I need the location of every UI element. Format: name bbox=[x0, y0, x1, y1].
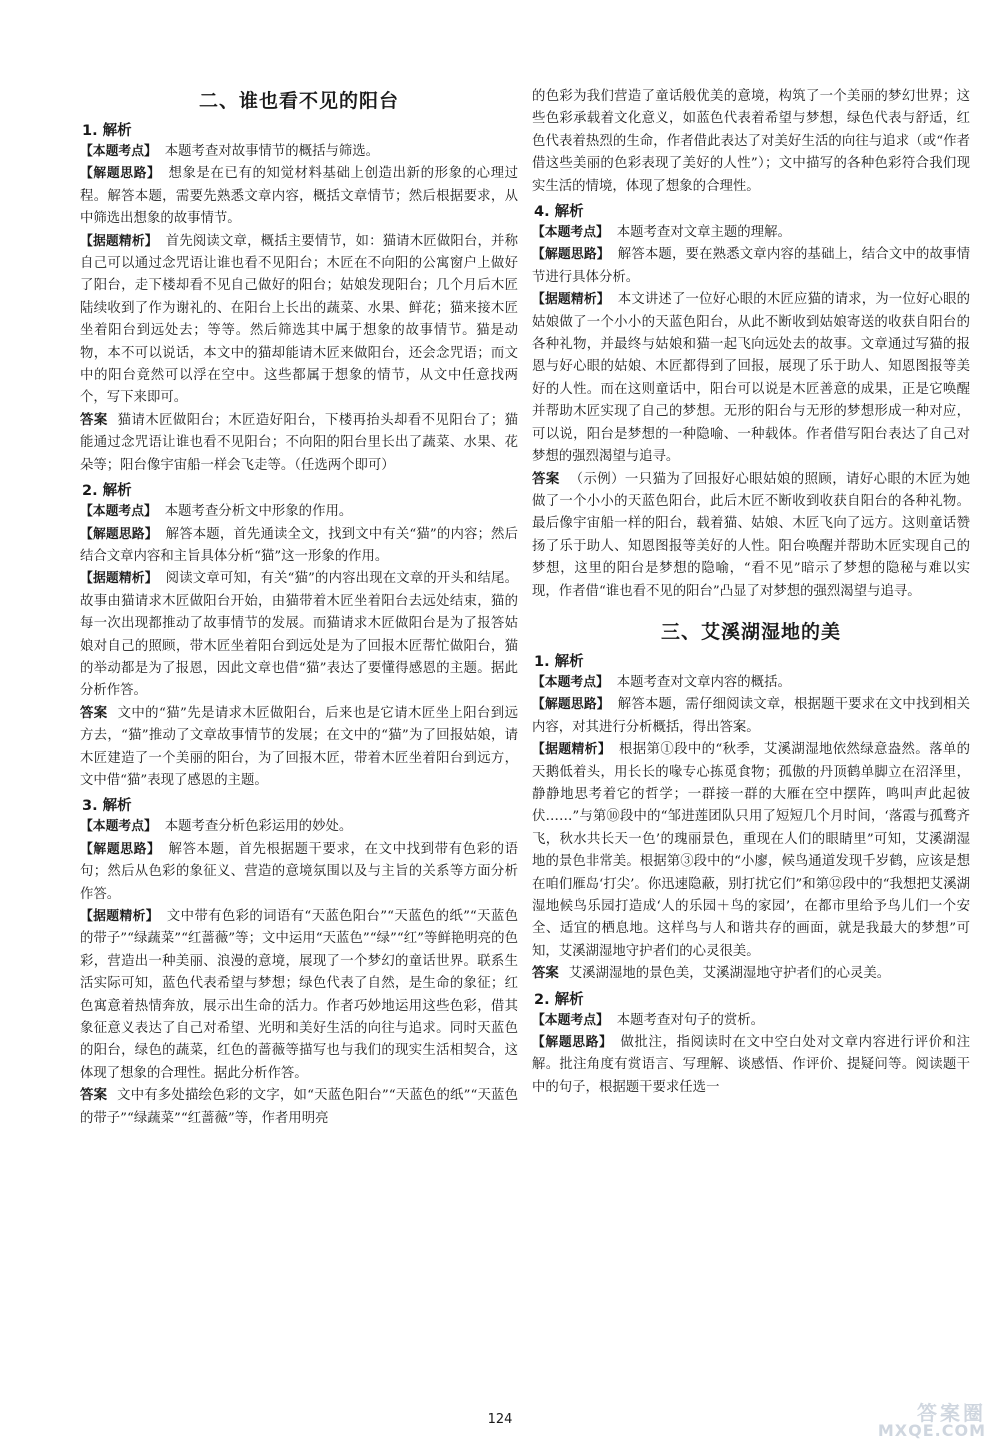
silu-tag: 【解题思路】 bbox=[532, 247, 610, 263]
kaodian-text: 本题考查对故事情节的概括与筛选。 bbox=[164, 144, 380, 159]
question-heading: 3. 解析 bbox=[82, 798, 132, 815]
kaodian-paragraph bbox=[80, 141, 518, 163]
silu-tag: 【解题思路】 bbox=[80, 841, 161, 857]
kaodian-tag: 【本题考点】 bbox=[80, 819, 157, 835]
kaodian-tag: 【本题考点】 bbox=[80, 504, 157, 520]
answer-tag: 答案 bbox=[532, 966, 559, 982]
kaodian-tag: 【本题考点】 bbox=[80, 144, 157, 159]
jingxi-paragraph bbox=[80, 906, 518, 1085]
continuation-paragraph: 的色彩为我们营造了童话般优美的意境，构筑了一个美丽的梦幻世界；这些色彩承载着文化意义，如蓝色代表着希望与梦想，绿色代表与舒适，红色代表着热烈的生命，作者借此表达了对美好生活的向往与追求（或“作者借这些美丽的色彩表现了美好的人性”）；文中描写的各种色彩符合我们现实生活的情境，体现了想象的合理性。 bbox=[532, 89, 970, 194]
jingxi-tag: 【据题精析】 bbox=[80, 909, 159, 924]
jingxi-tag: 【据题精析】 bbox=[532, 292, 610, 308]
silu-paragraph bbox=[532, 1032, 970, 1099]
question-heading: 1. 解析 bbox=[534, 653, 584, 670]
question-heading: 1. 解析 bbox=[82, 123, 132, 139]
silu-text: 解答本题，需仔细阅读文章，根据题干要求在文中找到相关内容，对其进行分析概括，得出答案。 bbox=[532, 697, 971, 735]
silu-text: 解答本题，要在熟悉文章内容的基础上，结合文中的故事情节进行具体分析。 bbox=[532, 247, 971, 285]
kaodian-text: 本题考查对文章内容的概括。 bbox=[616, 674, 791, 690]
jingxi-paragraph bbox=[532, 739, 970, 963]
silu-tag: 【解题思路】 bbox=[532, 1035, 613, 1051]
question-block bbox=[80, 119, 518, 477]
answer-text: 猫请木匠做阳台；木匠造好阳台，下楼再抬头却看不见阳台了；猫能通过念咒语让谁也看不见阳台；不向阳的阳台里长出了蔬菜、水果、花朵等；阳台像宇宙船一样会飞走等。（任选两个即可） bbox=[80, 412, 518, 473]
kaodian-tag: 【本题考点】 bbox=[532, 225, 609, 241]
kaodian-text: 本题考查对文章主题的理解。 bbox=[616, 225, 791, 241]
jingxi-text: 阅读文章可知，有关“猫”的内容出现在文章的开头和结尾。故事由猫请求木匠做阳台开始，由猫带着木匠坐着阳台去远处结束，猫的每一次出现都推动了故事情节的发展。而猫请求木匠做阳台是为了报答姑娘对自己的照顾，带木匠坐着阳台到远处是为了回报木匠帮忙做阳台，猫的举动都是为了报恩，因此文章也借“猫”表达了要懂得感恩的主题。据此分析作答。 bbox=[80, 571, 518, 699]
question-heading: 2. 解析 bbox=[82, 483, 132, 500]
jingxi-tag: 【据题精析】 bbox=[532, 742, 612, 758]
answer-text: 文中的“猫”先是请求木匠做阳台，后来也是它请木匠坐上阳台到远方去，“猫”推动了文章故事情节的发展；在文中的“猫”为了回报姑娘，请木匠建造了一个美丽的阳台，为了回报木匠，带着木匠坐着阳台到远方，文中借“猫”表现了感恩的主题。 bbox=[80, 705, 518, 788]
question-block bbox=[532, 988, 970, 1100]
watermark-logo bbox=[836, 1401, 986, 1444]
question-block bbox=[80, 479, 518, 792]
silu-paragraph bbox=[80, 839, 518, 906]
jingxi-paragraph bbox=[532, 289, 970, 468]
kaodian-text: 本题考查分析色彩运用的妙处。 bbox=[164, 819, 353, 835]
answer-tag: 答案 bbox=[80, 412, 108, 428]
answer-text: （示例）一只猫为了回报好心眼姑娘的照顾，请好心眼的木匠为她做了一个小小的天蓝色阳台，此后木匠不断收到收获自阳台的各种礼物。最后像宇宙船一样的阳台，载着猫、姑娘、木匠飞向了远方。这则童话赞扬了乐于助人、知恩图报等美好的人性。阳台唤醒并帮助木匠实现自己的梦想，这里的阳台是梦想的隐喻，“看不见”暗示了梦想的隐秘与难以实现，作者借“谁也看不见的阳台”凸显了对梦想的强烈渴望与追寻。 bbox=[532, 471, 970, 599]
silu-paragraph bbox=[532, 694, 970, 739]
jingxi-tag: 【据题精析】 bbox=[80, 233, 158, 249]
answer-tag: 答案 bbox=[532, 471, 560, 487]
silu-paragraph bbox=[80, 163, 518, 230]
jingxi-paragraph bbox=[80, 568, 518, 702]
question-block bbox=[80, 794, 518, 1130]
silu-tag: 【解题思路】 bbox=[80, 166, 161, 182]
silu-text: 解答本题，首先通读全文，找到文中有关“猫”的内容；然后结合文章内容和主旨具体分析“猫”这一形象的作用。 bbox=[80, 526, 518, 564]
silu-text: 解答本题，首先根据题干要求，在文中找到带有色彩的语句；然后从色彩的象征义、营造的意境氛围以及与主旨的关系等方面分析作答。 bbox=[80, 841, 519, 902]
right-column bbox=[532, 86, 970, 1099]
silu-tag: 【解题思路】 bbox=[532, 697, 610, 713]
silu-text: 做批注，指阅读时在文中空白处对文章内容进行评价和注解。批注角度有赏语言、写理解、谈感悟、作评价、提疑问等。阅读题干中的句子，根据题干要求任选一 bbox=[532, 1035, 971, 1095]
answer-tag: 答案 bbox=[80, 1088, 108, 1104]
watermark-cn: 答案圈 bbox=[917, 1401, 986, 1425]
kaodian-paragraph bbox=[80, 501, 518, 523]
jingxi-paragraph bbox=[80, 231, 518, 410]
watermark-en: MXQE.COM bbox=[877, 1421, 986, 1440]
answer-tag: 答案 bbox=[80, 705, 108, 721]
kaodian-text: 本题考查对句子的赏析。 bbox=[616, 1012, 765, 1028]
answer-paragraph bbox=[532, 963, 970, 985]
question-block bbox=[532, 650, 970, 986]
answer-text: 文中有多处描绘色彩的文字，如“天蓝色阳台”“天蓝色的纸”“天蓝色的带子”“绿蔬菜”“红蔷薇”等，作者用明亮 bbox=[80, 1088, 519, 1126]
answer-paragraph bbox=[532, 469, 970, 603]
jingxi-text: 首先阅读文章，概括主要情节，如：猫请木匠做阳台，并称自己可以通过念咒语让谁也看不见阳台；木匠在不向阳的公寓窗户上做好了阳台，走下楼却看不见自己做好的阳台；姑娘发现阳台；几个月后木匠陆续收到了作为谢礼的、在阳台上长出的蔬菜、水果、鲜花；猫来接木匠坐着阳台到远处去；等等。然后筛选其中属于想象的故事情节。猫是动物，本不可以说话，本文中的猫却能请木匠来做阳台，还会念咒语；而文中的阳台竟然可以浮在空中。这些都属于想象的情节，从文中任意找两个，写下来即可。 bbox=[80, 233, 519, 406]
kaodian-tag: 【本题考点】 bbox=[532, 1012, 609, 1028]
jingxi-text: 根据第①段中的“秋季，艾溪湖湿地依然绿意盎然。落单的天鹅低着头，用长长的喙专心拣觅食物；孤傲的丹顶鹤单脚立在沼泽里，静静地思考着它的哲学；一群接一群的大雁在空中摆阵，鸣叫声此起彼伏……”与第⑩段中的“邹进莲团队只用了短短几个月时间，‘落霞与孤鹜齐飞，秋水共长天一色’的瑰丽景色，重现在人们的眼睛里”可知，艾溪湖湿地的景色非常美。根据第③段中的“小廖，候鸟通道发现千岁鹤，应该是想在咱们雁岛‘打尖’。你迅速隐蔽，别打扰它们”和第⑫段中的“我想把艾溪湖湿地候鸟乐园打造成‘人的乐园＋鸟的家园’，在都市里给予鸟儿们一个安全、适宜的栖息地。这样鸟与人和谐共存的画面，就是我最大的梦想”可知，艾溪湖湿地守护者们的心灵很美。 bbox=[532, 742, 970, 959]
silu-paragraph bbox=[80, 524, 518, 569]
silu-text: 想象是在已有的知觉材料基础上创造出新的形象的心理过程。解答本题，需要先熟悉文章内容，概括文章情节；然后根据要求，从中筛选出想象的故事情节。 bbox=[80, 166, 519, 227]
kaodian-text: 本题考查分析文中形象的作用。 bbox=[164, 504, 353, 520]
answer-paragraph bbox=[80, 1085, 518, 1130]
question-heading: 4. 解析 bbox=[534, 204, 584, 221]
kaodian-paragraph bbox=[80, 816, 518, 838]
kaodian-paragraph bbox=[532, 672, 970, 694]
answer-text: 艾溪湖湿地的景色美，艾溪湖湿地守护者们的心灵美。 bbox=[568, 966, 891, 982]
left-column bbox=[80, 80, 518, 1130]
kaodian-paragraph bbox=[532, 1010, 970, 1032]
jingxi-text: 本文讲述了一位好心眼的木匠应猫的请求，为一位好心眼的姑娘做了一个小小的天蓝色阳台，从此不断收到姑娘寄送的收获自阳台的各种礼物，并最终与姑娘和猫一起飞向远处去的故事。文章通过写猫的报恩与好心眼的姑娘、木匠都得到了回报，展现了乐于助人、知恩图报等美好的人性。而在这则童话中，阳台可以说是木匠善意的成果，正是它唤醒并帮助木匠实现了自己的梦想。无形的阳台与无形的梦想形成一种对应，可以说，阳台是梦想的一种隐喻、一种载体。作者借写阳台表达了自己对梦想的强烈渴望与追寻。 bbox=[532, 292, 971, 465]
answer-paragraph bbox=[80, 703, 518, 793]
jingxi-tag: 【据题精析】 bbox=[80, 571, 158, 587]
answer-paragraph bbox=[80, 410, 518, 477]
section-title: 二、谁也看不见的阳台 bbox=[198, 90, 399, 112]
kaodian-tag: 【本题考点】 bbox=[532, 674, 609, 690]
jingxi-text: 文中带有色彩的词语有“天蓝色阳台”“天蓝色的纸”“天蓝色的带子”“绿蔬菜”“红蔷薇”等；文中运用“天蓝色”“绿”“红”等鲜艳明亮的色彩，营造出一种美丽、浪漫的意境，展现了一个梦幻的童话世界。联系生活实际可知，蓝色代表希望与梦想；绿色代表了自然，是生命的象征；红色寓意着热情奔放，展示出生命的活力。作者巧妙地运用这些色彩，借其象征意义表达了自己对希望、光明和美好生活的向往与追求。同时天蓝色的阳台，绿色的蔬菜，红色的蔷薇等描写也与我们的现实生活相契合，这体现了想象的合理性。据此分析作答。 bbox=[80, 909, 519, 1081]
section-title: 三、艾溪湖湿地的美 bbox=[660, 620, 841, 643]
page-number: 124 bbox=[487, 1412, 513, 1427]
silu-tag: 【解题思路】 bbox=[80, 526, 158, 542]
question-heading: 2. 解析 bbox=[534, 991, 584, 1008]
kaodian-paragraph bbox=[532, 222, 970, 244]
silu-paragraph bbox=[532, 244, 970, 289]
question-block bbox=[532, 200, 970, 603]
